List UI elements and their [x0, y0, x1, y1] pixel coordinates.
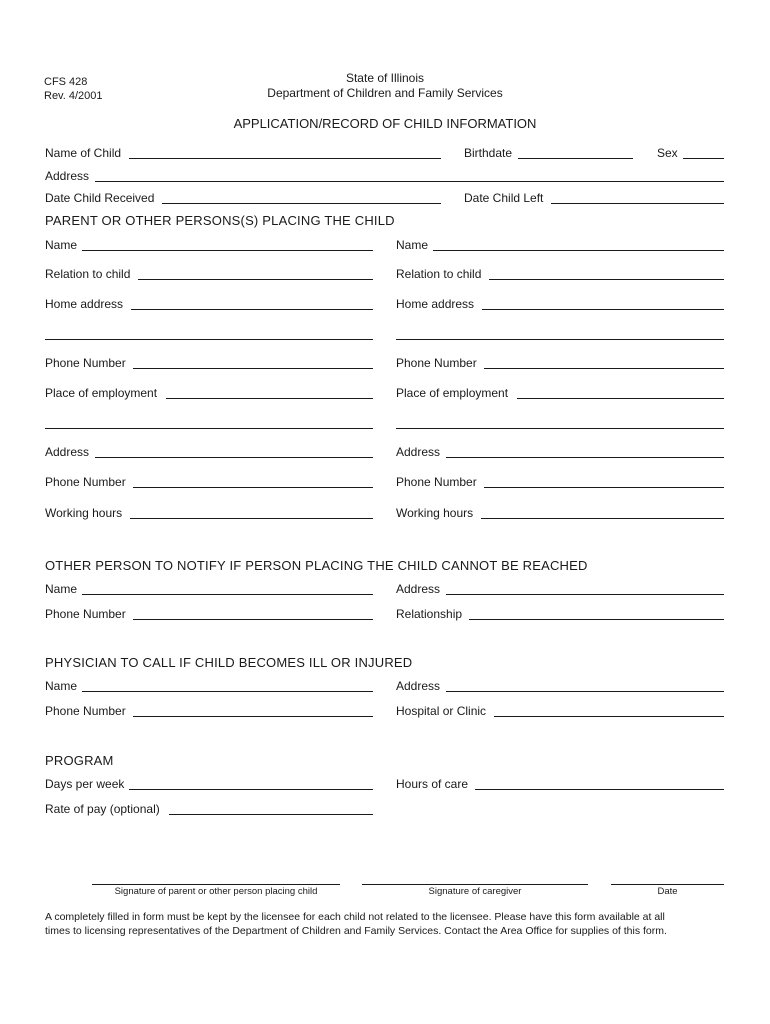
parent-signature-label: Signature of parent or other person placing child [114, 886, 318, 897]
notify-section-heading: OTHER PERSON TO NOTIFY IF PERSON PLACING THE CHILD CANNOT BE REACHED [45, 558, 588, 573]
child-name-field[interactable] [129, 158, 441, 159]
parent1-home-address-field[interactable] [131, 309, 373, 310]
physician-phone-field[interactable] [133, 716, 373, 717]
parent2-home-address-label: Home address [396, 297, 475, 311]
caregiver-signature-line[interactable] [362, 884, 588, 885]
notify-name-label: Name [45, 582, 78, 596]
parent1-work-phone-field[interactable] [133, 487, 373, 488]
parent1-work-phone-label: Phone Number [45, 475, 126, 489]
parent2-employment-field[interactable] [517, 398, 724, 399]
parent2-relation-label: Relation to child [396, 267, 482, 281]
hospital-field[interactable] [494, 716, 724, 717]
date-left-label: Date Child Left [464, 191, 544, 205]
form-title: APPLICATION/RECORD OF CHILD INFORMATION [233, 116, 537, 131]
state-name: State of Illinois [345, 71, 425, 85]
notify-phone-label: Phone Number [45, 607, 126, 621]
parent2-working-hours-field[interactable] [481, 518, 724, 519]
parent-signature-line[interactable] [92, 884, 340, 885]
parent1-phone-label: Phone Number [45, 356, 126, 370]
physician-phone-label: Phone Number [45, 704, 126, 718]
days-per-week-field[interactable] [129, 789, 373, 790]
notify-phone-field[interactable] [133, 619, 373, 620]
sex-field[interactable] [683, 158, 724, 159]
hours-of-care-field[interactable] [475, 789, 724, 790]
parent2-home-address-field[interactable] [482, 309, 724, 310]
parent1-home-address-line2[interactable] [45, 339, 373, 340]
child-address-field[interactable] [95, 181, 724, 182]
parent1-employment-line2[interactable] [45, 428, 373, 429]
physician-address-label: Address [396, 679, 441, 693]
child-address-label: Address [45, 169, 90, 183]
notify-relationship-field[interactable] [469, 619, 724, 620]
footer-line-1: A completely filled in form must be kept by the licensee for each child not related to the licensee. Please have this form available at all [45, 911, 665, 923]
parent1-relation-field[interactable] [138, 279, 373, 280]
date-left-field[interactable] [551, 203, 724, 204]
rate-of-pay-label: Rate of pay (optional) [45, 802, 160, 816]
parent2-employment-line2[interactable] [396, 428, 724, 429]
parent2-work-phone-label: Phone Number [396, 475, 477, 489]
date-received-label: Date Child Received [45, 191, 155, 205]
parent2-name-field[interactable] [433, 250, 724, 251]
child-name-label: Name of Child [45, 146, 122, 160]
parent1-employment-label: Place of employment [45, 386, 158, 400]
notify-relationship-label: Relationship [396, 607, 463, 621]
parent2-home-address-line2[interactable] [396, 339, 724, 340]
parent1-address-label: Address [45, 445, 90, 459]
sex-label: Sex [657, 146, 678, 160]
date-received-field[interactable] [162, 203, 441, 204]
date-signature-label: Date [657, 886, 678, 897]
physician-name-label: Name [45, 679, 78, 693]
caregiver-signature-label: Signature of caregiver [428, 886, 522, 897]
parent2-work-phone-field[interactable] [484, 487, 724, 488]
rate-of-pay-field[interactable] [169, 814, 373, 815]
physician-name-field[interactable] [82, 691, 373, 692]
notify-name-field[interactable] [82, 594, 373, 595]
physician-address-field[interactable] [446, 691, 724, 692]
parent2-address-label: Address [396, 445, 441, 459]
days-per-week-label: Days per week [45, 777, 125, 791]
physician-section-heading: PHYSICIAN TO CALL IF CHILD BECOMES ILL OR INJURED [45, 655, 413, 670]
parent1-address-field[interactable] [95, 457, 373, 458]
parent2-name-label: Name [396, 238, 429, 252]
parent2-address-field[interactable] [446, 457, 724, 458]
parent1-home-address-label: Home address [45, 297, 124, 311]
parent-section-heading: PARENT OR OTHER PERSONS(S) PLACING THE CHILD [45, 213, 395, 228]
date-signature-line[interactable] [611, 884, 724, 885]
parent1-relation-label: Relation to child [45, 267, 131, 281]
hours-of-care-label: Hours of care [396, 777, 469, 791]
notify-address-label: Address [396, 582, 441, 596]
parent2-employment-label: Place of employment [396, 386, 509, 400]
program-section-heading: PROGRAM [45, 753, 114, 768]
hospital-label: Hospital or Clinic [396, 704, 487, 718]
birthdate-field[interactable] [518, 158, 633, 159]
parent1-working-hours-label: Working hours [45, 506, 123, 520]
parent2-phone-field[interactable] [484, 368, 724, 369]
footer-line-2: times to licensing representatives of the Department of Children and Family Services. Contact the Area Office for supplies of this form. [45, 925, 667, 937]
parent1-working-hours-field[interactable] [130, 518, 373, 519]
parent1-name-label: Name [45, 238, 78, 252]
form-number: CFS 428 [44, 76, 88, 88]
parent2-working-hours-label: Working hours [396, 506, 474, 520]
revision-date: Rev. 4/2001 [44, 90, 103, 102]
parent2-phone-label: Phone Number [396, 356, 477, 370]
notify-address-field[interactable] [446, 594, 724, 595]
parent2-relation-field[interactable] [489, 279, 724, 280]
birthdate-label: Birthdate [464, 146, 513, 160]
department-name: Department of Children and Family Services [267, 86, 503, 100]
parent1-name-field[interactable] [82, 250, 373, 251]
parent1-employment-field[interactable] [166, 398, 373, 399]
parent1-phone-field[interactable] [133, 368, 373, 369]
